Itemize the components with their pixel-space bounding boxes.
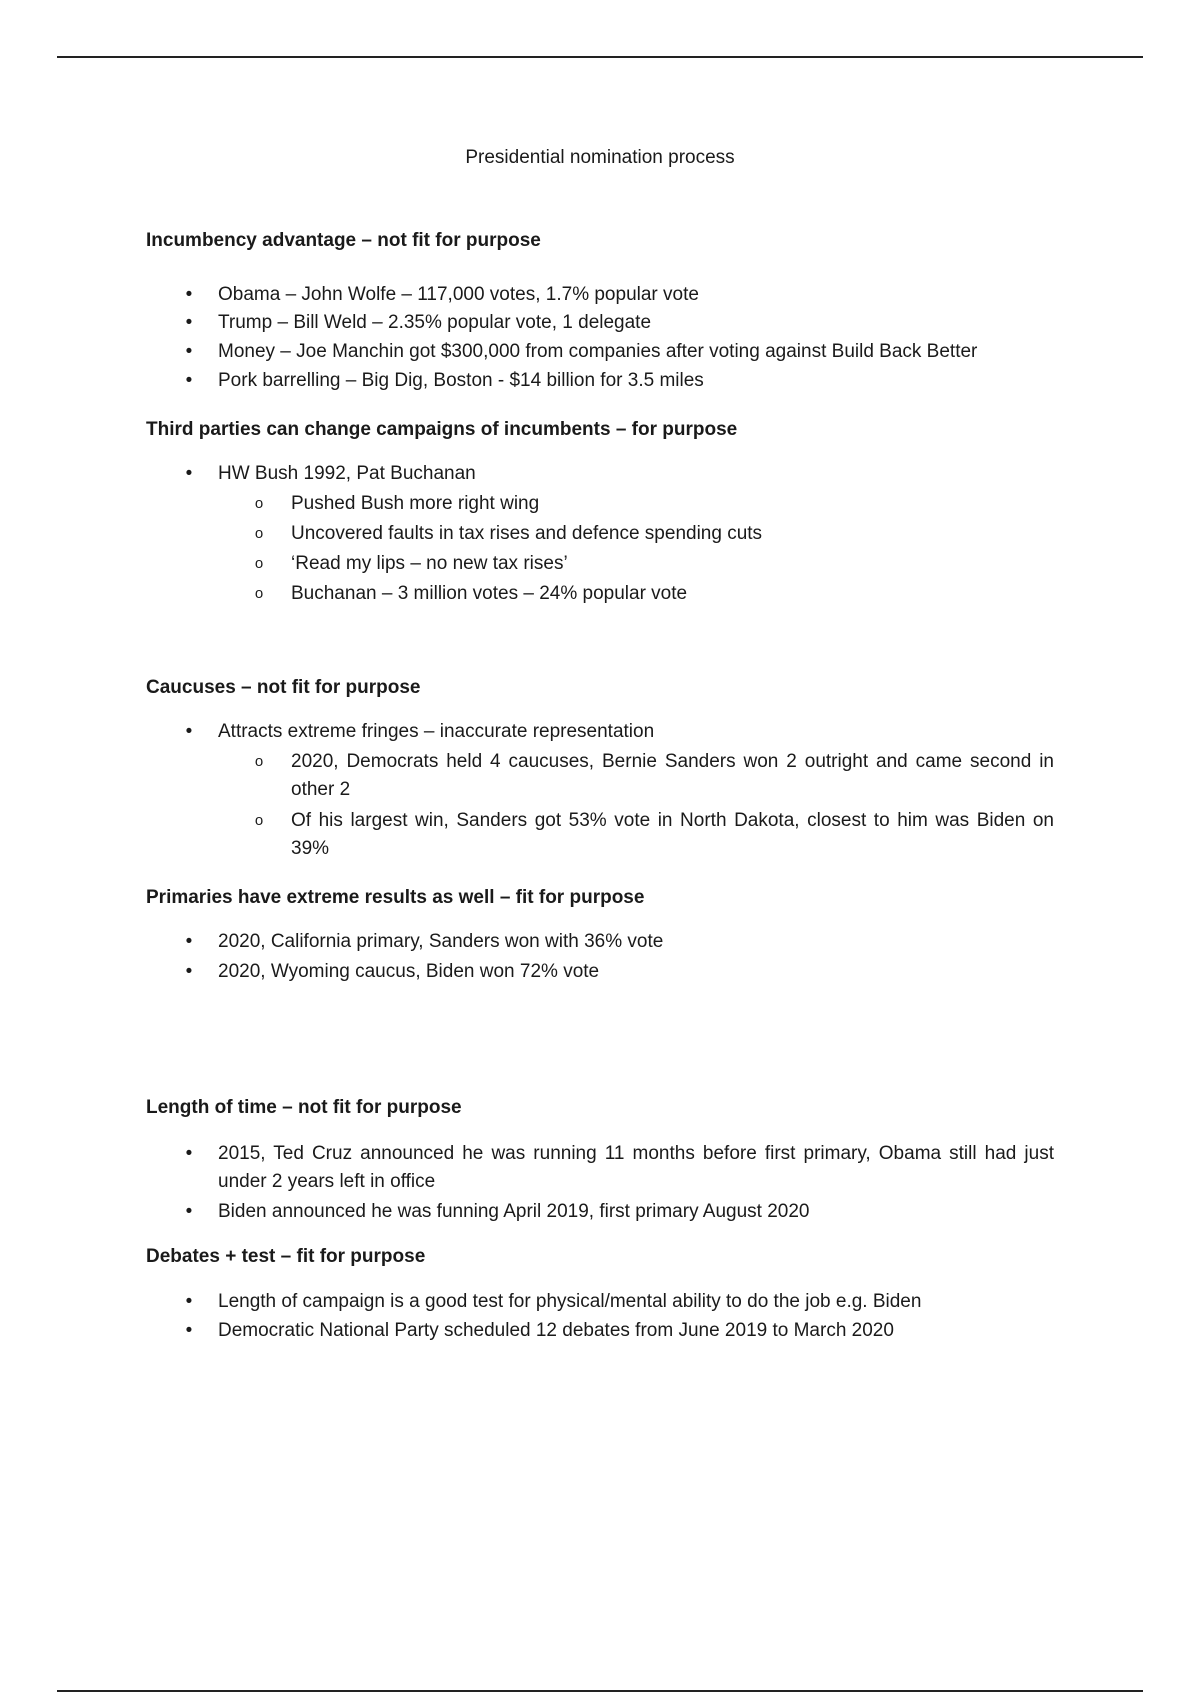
bullet-item: • 2020, Wyoming caucus, Biden won 72% vote (146, 958, 1054, 986)
section-heading-incumbency: Incumbency advantage – not fit for purpose (146, 230, 541, 251)
sub-bullet-item: o 2020, Democrats held 4 caucuses, Bernie Sanders won 2 outright and came second in other 2 (146, 748, 1054, 804)
bullet-item: • Pork barrelling – Big Dig, Boston - $14 billion for 3.5 miles (146, 367, 1054, 395)
bullet-glyph: • (185, 1320, 193, 1341)
bullet-glyph: • (185, 1201, 193, 1222)
header-rule (57, 56, 1143, 58)
page-title: Presidential nomination process (465, 147, 735, 168)
bullet-glyph: • (185, 463, 193, 484)
sub-bullet-glyph: o (254, 753, 264, 770)
sub-bullet-glyph: o (254, 495, 264, 512)
bullet-item: • Attracts extreme fringes – inaccurate representation (146, 718, 1054, 746)
bullet-item: • Length of campaign is a good test for physical/mental ability to do the job e.g. Biden (146, 1288, 1054, 1316)
sub-bullet-item: o Of his largest win, Sanders got 53% vote in North Dakota, closest to him was Biden on 39% (146, 807, 1054, 863)
bullet-item: • Obama – John Wolfe – 117,000 votes, 1.7% popular vote (146, 281, 1054, 309)
bullet-glyph: • (185, 961, 193, 982)
sub-bullet-glyph: o (254, 525, 264, 542)
bullet-glyph: • (185, 721, 193, 742)
bullet-item: • Money – Joe Manchin got $300,000 from companies after voting against Build Back Better (146, 338, 1054, 366)
bullet-item: • HW Bush 1992, Pat Buchanan (146, 460, 1054, 488)
sub-bullet-glyph: o (254, 585, 264, 602)
sub-bullet-item: o Pushed Bush more right wing (146, 490, 1054, 518)
bullet-glyph: • (185, 931, 193, 952)
footer-rule (57, 1690, 1143, 1692)
section-heading-debates: Debates + test – fit for purpose (146, 1246, 426, 1267)
sub-bullet-glyph: o (254, 555, 264, 572)
bullet-item: • 2020, California primary, Sanders won with 36% vote (146, 928, 1054, 956)
bullet-item: • 2015, Ted Cruz announced he was running 11 months before first primary, Obama still had just under 2 years left in office (146, 1140, 1054, 1196)
sub-bullet-item: o Uncovered faults in tax rises and defence spending cuts (146, 520, 1054, 548)
sub-bullet-glyph: o (254, 812, 264, 829)
bullet-glyph: • (185, 312, 193, 333)
section-heading-third-parties: Third parties can change campaigns of incumbents – for purpose (146, 419, 738, 440)
sub-bullet-item: o Buchanan – 3 million votes – 24% popular vote (146, 580, 1054, 608)
bullet-glyph: • (185, 370, 193, 391)
bullet-item: • Biden announced he was funning April 2019, first primary August 2020 (146, 1198, 1054, 1226)
sub-bullet-item: o ‘Read my lips – no new tax rises’ (146, 550, 1054, 578)
section-heading-length-of-time: Length of time – not fit for purpose (146, 1097, 462, 1118)
bullet-glyph: • (185, 284, 193, 305)
section-heading-caucuses: Caucuses – not fit for purpose (146, 677, 421, 698)
bullet-item: • Trump – Bill Weld – 2.35% popular vote, 1 delegate (146, 309, 1054, 337)
bullet-glyph: • (185, 1291, 193, 1312)
bullet-glyph: • (185, 341, 193, 362)
bullet-item: • Democratic National Party scheduled 12 debates from June 2019 to March 2020 (146, 1317, 1054, 1345)
section-heading-primaries: Primaries have extreme results as well – fit for purpose (146, 887, 645, 908)
bullet-glyph: • (185, 1143, 193, 1164)
